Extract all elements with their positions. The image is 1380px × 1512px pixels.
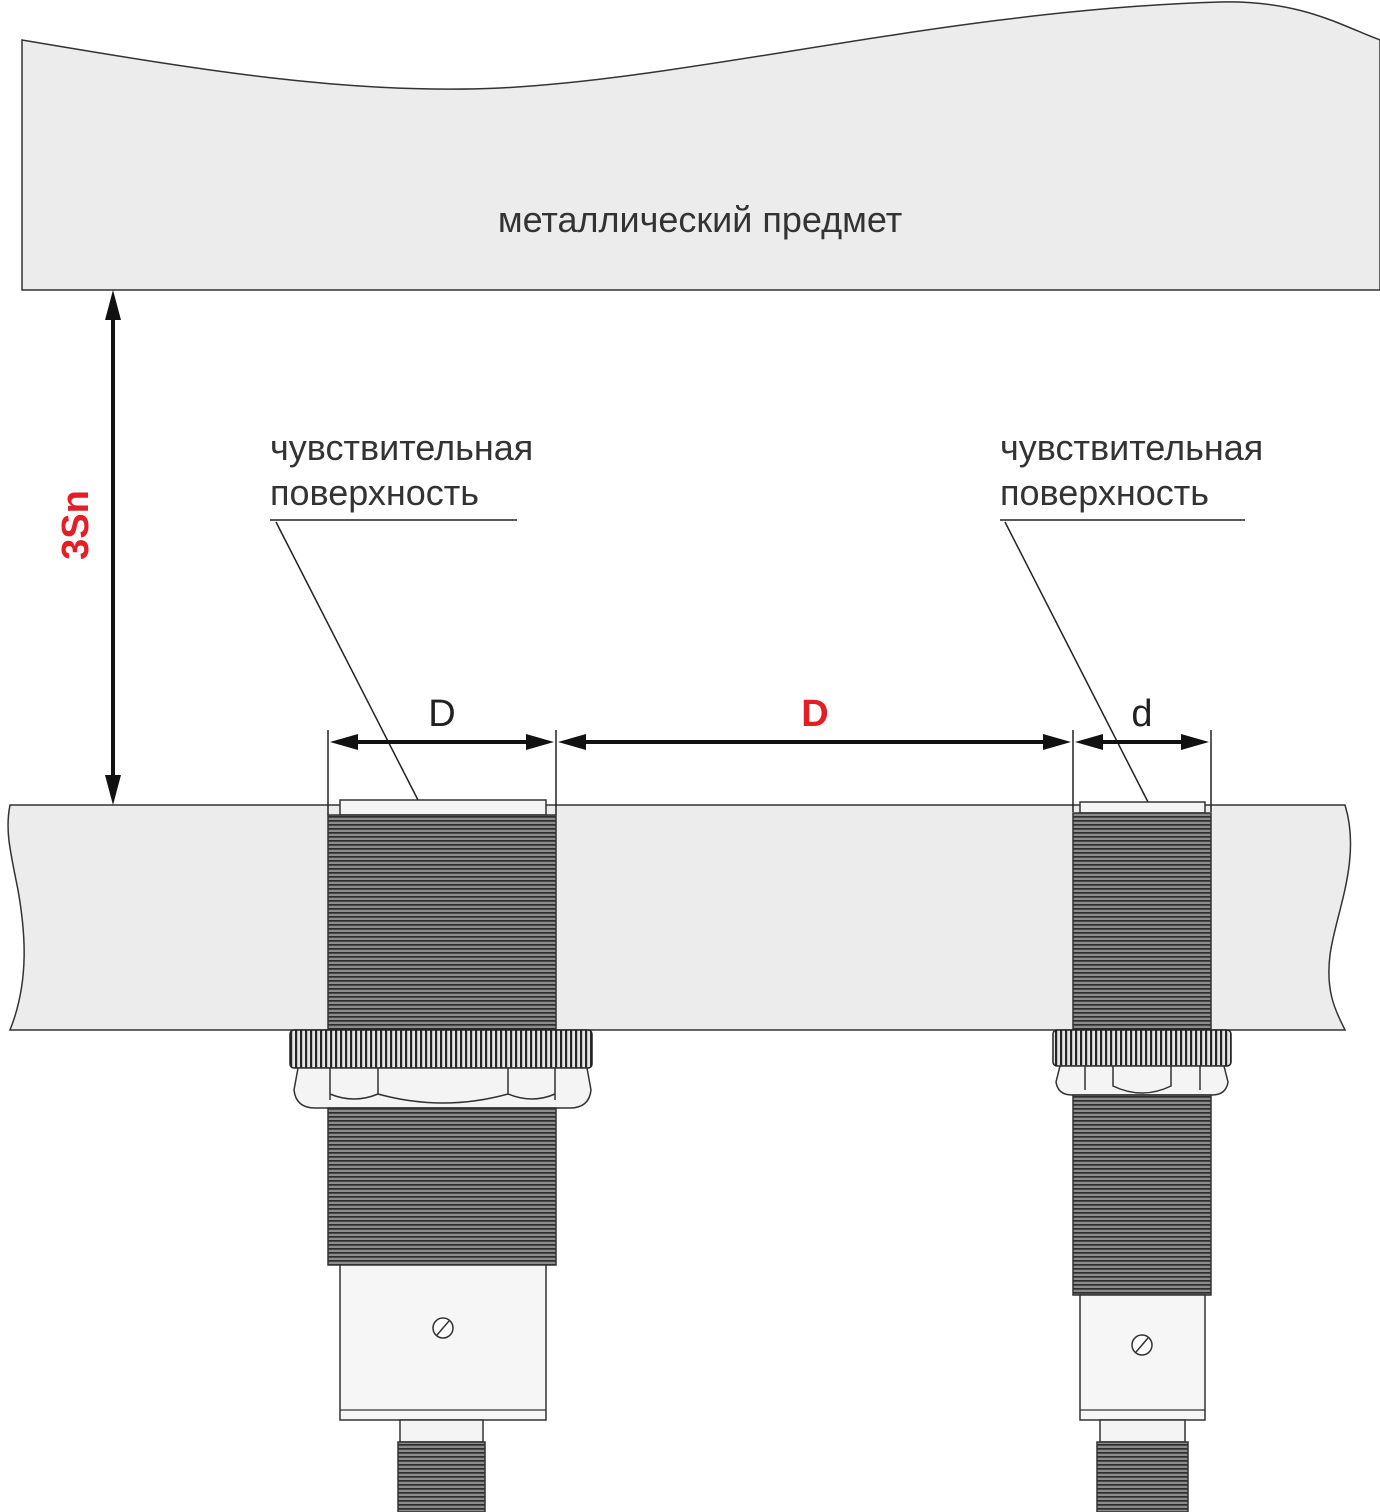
distance-arrow [105,290,121,805]
left-surface-label-line2: поверхность [270,472,480,513]
distance-label: 3Sn [55,490,97,560]
right-surface-label-line2: поверхность [1000,472,1210,513]
right-leader-line [1005,522,1148,802]
left-thread-upper [328,815,556,1030]
metal-object-label: металлический предмет [497,199,903,240]
dimension-spacing [558,734,1071,750]
left-connector-thread [398,1442,485,1512]
left-connector-collar [400,1420,483,1442]
left-housing [340,1265,546,1420]
right-thread-upper [1073,813,1211,1030]
dimension-right-diameter [1075,734,1209,750]
right-screw-icon [1132,1335,1152,1355]
right-knurled-ring [1053,1030,1231,1066]
right-thread-lower [1073,1095,1211,1295]
right-sensor [1053,802,1231,1512]
right-hex-nut [1056,1066,1228,1095]
arrowhead-up [105,290,121,320]
left-thread-lower [328,1108,556,1265]
right-connector-thread [1097,1442,1188,1512]
left-screw-icon [433,1318,453,1338]
dimension-left-diameter [330,734,554,750]
right-diameter-label: d [1131,693,1153,735]
right-sensing-face [1080,802,1205,813]
left-diameter-label: D [428,693,456,735]
left-surface-label-line1: чувствительная [270,427,534,468]
left-knurled-ring [290,1030,592,1068]
right-surface-label-line1: чувствительная [1000,427,1264,468]
left-hex-nut [294,1068,591,1108]
left-sensor [290,800,592,1512]
right-connector-collar [1100,1420,1185,1442]
right-housing [1080,1295,1205,1420]
arrowhead-down [105,775,121,805]
left-sensing-face [340,800,546,815]
spacing-label: D [801,693,829,735]
metal-object [22,2,1380,290]
left-leader-line [276,522,418,800]
